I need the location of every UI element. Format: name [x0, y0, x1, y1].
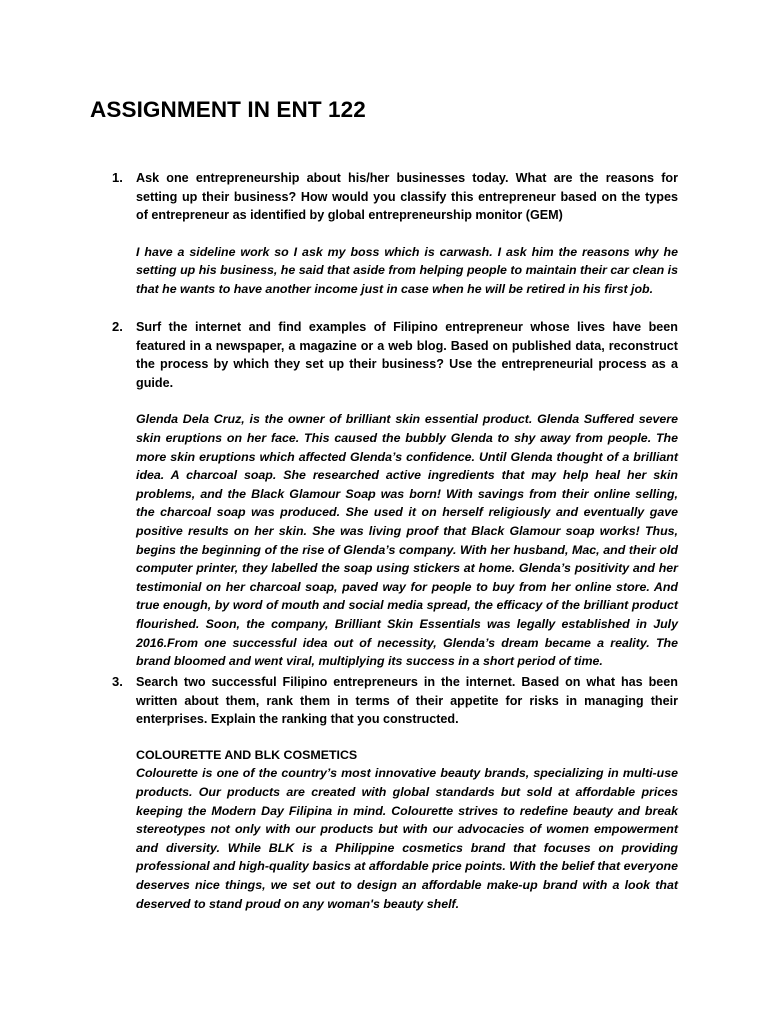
assignment-item-1 — [112, 169, 678, 299]
item-question: Ask one entrepreneurship about his/her businesses today. What are the reasons for setting up their business? How would you classify this entrepreneur based on the types of entrepreneur as identified by global entrepreneurship monitor (GEM) — [136, 171, 678, 223]
item-question: Surf the internet and find examples of Filipino entrepreneur whose lives have been featured in a newspaper, a magazine or a web blog. Based on published data, reconstruct the process by which they set up their business? Use the entrepreneurial process as a guide. — [136, 320, 678, 390]
item-number: 2. — [112, 319, 123, 334]
item-answer: Colourette is one of the country’s most innovative beauty brands, specializing in multi-use products. Our products are created with global standards but sold at affordable prices keeping the Modern Day Filipina in mind. Colourette strives to redefine beauty and break stereotypes not only with our products but with our advocacies of women empowerment and diversity. While BLK is a Philippine cosmetics brand that focuses on providing professional and high-quality basics at affordable price points. With the belief that everyone deserves nice things, we set out to design an affordable make-up brand with a look that deserved to stand proud on any woman's beauty shelf. — [136, 766, 678, 911]
item-number: 3. — [112, 674, 123, 689]
item-subheading: COLOURETTE AND BLK COSMETICS — [136, 747, 358, 762]
item-number: 1. — [112, 170, 123, 185]
item-question: Search two successful Filipino entrepreneurs in the internet. Based on what has been written about them, rank them in terms of their appetite for risks in managing their enterprises. Explain the ranking that you constructed. — [136, 675, 678, 727]
assignment-item-3 — [112, 673, 678, 913]
item-answer: Glenda Dela Cruz, is the owner of brilliant skin essential product. Glenda Suffered severe skin eruptions on her face. This caused the bubbly Glenda to shy away from people. The more skin eruptions which affected Glenda’s confidence. Until Glenda thought of a brilliant idea. A charcoal soap. She researched active ingredients that may help heal her skin problems, and the Black Glamour Soap was born! With savings from their online selling, the charcoal soap was produced. She used it on herself religiously and eventually gave positive results on her skin. She was living proof that Black Glamour soap works! Thus, begins the beginning of the rise of Glenda’s company. With her husband, Mac, and their old computer printer, they labelled the soap using stickers at home. Glenda’s positivity and her testimonial on her charcoal soap, paved way for people to buy from her online store. And true enough, by word of mouth and social media spread, the efficacy of the brilliant product flourished. Soon, the company, Brilliant Skin Essentials was legally established in July 2016.From one successful idea out of necessity, Glenda’s dream became a reality. The brand bloomed and went viral, multiplying its success in a short period of time. — [136, 412, 678, 669]
item-answer: I have a sideline work so I ask my boss which is carwash. I ask him the reasons why he setting up his business, he said that aside from helping people to maintain their car clean is that he wants to have another income just in case when he will be retired in his first job. — [136, 244, 678, 296]
document-title: ASSIGNMENT IN ENT 122 — [90, 97, 366, 122]
assignment-item-2 — [112, 318, 678, 671]
